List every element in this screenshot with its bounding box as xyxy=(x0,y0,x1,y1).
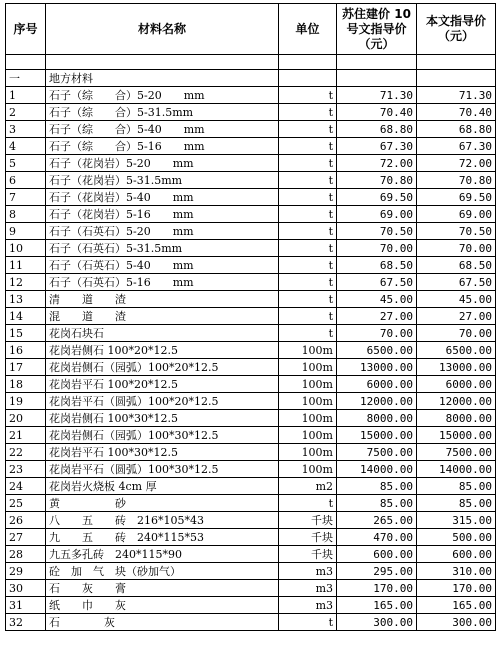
row-price-ref: 6000.00 xyxy=(337,376,417,393)
row-price-ref: 68.50 xyxy=(337,257,417,274)
table-row xyxy=(6,155,496,172)
row-seq: 16 xyxy=(6,342,46,359)
section-row xyxy=(6,70,496,87)
header-price-this: 本文指导价（元） xyxy=(417,4,496,55)
row-material-name: 花岗岩平石（圆弧）100*30*12.5 xyxy=(46,461,279,478)
row-price-this: 70.00 xyxy=(417,325,496,342)
row-price-this: 6000.00 xyxy=(417,376,496,393)
row-price-ref: 600.00 xyxy=(337,546,417,563)
row-price-this: 67.30 xyxy=(417,138,496,155)
table-row xyxy=(6,342,496,359)
row-price-ref: 300.00 xyxy=(337,614,417,631)
row-unit: t xyxy=(279,189,337,206)
section-seq: 一 xyxy=(6,70,46,87)
row-price-ref: 295.00 xyxy=(337,563,417,580)
row-material-name: 石子（花岗岩）5-40 mm xyxy=(46,189,279,206)
row-seq: 5 xyxy=(6,155,46,172)
row-unit: t xyxy=(279,155,337,172)
row-material-name: 石子（花岗岩）5-31.5mm xyxy=(46,172,279,189)
row-seq: 29 xyxy=(6,563,46,580)
row-material-name: 花岗岩平石（圆弧）100*20*12.5 xyxy=(46,393,279,410)
row-seq: 19 xyxy=(6,393,46,410)
table-row xyxy=(6,495,496,512)
table-row xyxy=(6,325,496,342)
row-material-name: 混 道 渣 xyxy=(46,308,279,325)
row-unit: 100m xyxy=(279,461,337,478)
row-price-this: 8000.00 xyxy=(417,410,496,427)
blank-cell xyxy=(279,55,337,70)
table-row xyxy=(6,478,496,495)
row-seq: 3 xyxy=(6,121,46,138)
table-row xyxy=(6,172,496,189)
row-price-ref: 12000.00 xyxy=(337,393,417,410)
row-unit: t xyxy=(279,274,337,291)
row-price-ref: 70.80 xyxy=(337,172,417,189)
row-unit: t xyxy=(279,138,337,155)
blank-cell xyxy=(417,55,496,70)
table-row xyxy=(6,308,496,325)
row-unit: t xyxy=(279,240,337,257)
row-price-ref: 8000.00 xyxy=(337,410,417,427)
row-material-name: 花岗岩火烧板 4cm 厚 xyxy=(46,478,279,495)
row-price-this: 69.00 xyxy=(417,206,496,223)
row-material-name: 石 灰 膏 xyxy=(46,580,279,597)
row-price-ref: 15000.00 xyxy=(337,427,417,444)
row-seq: 14 xyxy=(6,308,46,325)
row-unit: t xyxy=(279,206,337,223)
row-seq: 10 xyxy=(6,240,46,257)
row-unit: m3 xyxy=(279,597,337,614)
row-price-this: 71.30 xyxy=(417,87,496,104)
row-price-ref: 70.00 xyxy=(337,240,417,257)
row-seq: 22 xyxy=(6,444,46,461)
row-material-name: 花岗岩侧石 100*30*12.5 xyxy=(46,410,279,427)
table-row xyxy=(6,257,496,274)
table-row xyxy=(6,87,496,104)
row-seq: 31 xyxy=(6,597,46,614)
row-price-ref: 165.00 xyxy=(337,597,417,614)
row-price-this: 7500.00 xyxy=(417,444,496,461)
row-unit: 100m xyxy=(279,342,337,359)
row-material-name: 砼 加 气 块（砂加气） xyxy=(46,563,279,580)
row-seq: 9 xyxy=(6,223,46,240)
row-material-name: 花岗石块石 xyxy=(46,325,279,342)
row-price-this: 85.00 xyxy=(417,478,496,495)
row-material-name: 纸 巾 灰 xyxy=(46,597,279,614)
row-price-ref: 72.00 xyxy=(337,155,417,172)
row-unit: t xyxy=(279,495,337,512)
row-price-this: 69.50 xyxy=(417,189,496,206)
row-price-this: 165.00 xyxy=(417,597,496,614)
row-seq: 32 xyxy=(6,614,46,631)
blank-cell xyxy=(46,55,279,70)
row-price-this: 70.00 xyxy=(417,240,496,257)
row-price-this: 70.80 xyxy=(417,172,496,189)
row-unit: t xyxy=(279,325,337,342)
row-price-ref: 13000.00 xyxy=(337,359,417,376)
row-price-this: 27.00 xyxy=(417,308,496,325)
row-price-this: 68.50 xyxy=(417,257,496,274)
row-price-ref: 7500.00 xyxy=(337,444,417,461)
table-row xyxy=(6,121,496,138)
row-seq: 13 xyxy=(6,291,46,308)
row-price-ref: 70.50 xyxy=(337,223,417,240)
table-row xyxy=(6,597,496,614)
row-unit: 100m xyxy=(279,444,337,461)
row-price-this: 315.00 xyxy=(417,512,496,529)
row-price-this: 600.00 xyxy=(417,546,496,563)
row-price-ref: 85.00 xyxy=(337,478,417,495)
row-unit: t xyxy=(279,121,337,138)
table-row xyxy=(6,223,496,240)
blank-cell xyxy=(337,55,417,70)
row-material-name: 石子（石英石）5-31.5mm xyxy=(46,240,279,257)
table-row xyxy=(6,240,496,257)
table-row xyxy=(6,410,496,427)
header-unit: 单位 xyxy=(279,4,337,55)
row-price-ref: 14000.00 xyxy=(337,461,417,478)
row-seq: 2 xyxy=(6,104,46,121)
row-unit: 100m xyxy=(279,427,337,444)
row-unit: 100m xyxy=(279,359,337,376)
row-price-this: 70.40 xyxy=(417,104,496,121)
price-table xyxy=(5,3,496,631)
row-material-name: 石子（综 合）5-40 mm xyxy=(46,121,279,138)
row-seq: 18 xyxy=(6,376,46,393)
row-seq: 4 xyxy=(6,138,46,155)
row-price-this: 14000.00 xyxy=(417,461,496,478)
row-seq: 15 xyxy=(6,325,46,342)
row-price-this: 12000.00 xyxy=(417,393,496,410)
row-material-name: 清 道 渣 xyxy=(46,291,279,308)
table-row xyxy=(6,563,496,580)
row-material-name: 花岗岩侧石 100*20*12.5 xyxy=(46,342,279,359)
table-row xyxy=(6,427,496,444)
row-unit: m2 xyxy=(279,478,337,495)
row-price-this: 45.00 xyxy=(417,291,496,308)
row-material-name: 黄 砂 xyxy=(46,495,279,512)
row-seq: 12 xyxy=(6,274,46,291)
blank-cell xyxy=(6,55,46,70)
row-price-this: 13000.00 xyxy=(417,359,496,376)
row-material-name: 九五多孔砖 240*115*90 xyxy=(46,546,279,563)
row-price-this: 15000.00 xyxy=(417,427,496,444)
row-unit: t xyxy=(279,104,337,121)
row-price-ref: 265.00 xyxy=(337,512,417,529)
row-price-ref: 69.00 xyxy=(337,206,417,223)
row-price-ref: 470.00 xyxy=(337,529,417,546)
row-seq: 11 xyxy=(6,257,46,274)
table-row xyxy=(6,614,496,631)
row-seq: 30 xyxy=(6,580,46,597)
row-unit: 千块 xyxy=(279,512,337,529)
row-price-ref: 69.50 xyxy=(337,189,417,206)
section-name: 地方材料 xyxy=(46,70,279,87)
row-price-this: 72.00 xyxy=(417,155,496,172)
row-material-name: 石子（花岗岩）5-16 mm xyxy=(46,206,279,223)
row-price-ref: 70.00 xyxy=(337,325,417,342)
row-material-name: 石子（石英石）5-40 mm xyxy=(46,257,279,274)
row-unit: t xyxy=(279,172,337,189)
row-unit: t xyxy=(279,257,337,274)
table-row xyxy=(6,461,496,478)
row-price-ref: 67.30 xyxy=(337,138,417,155)
row-unit: m3 xyxy=(279,580,337,597)
row-unit: 100m xyxy=(279,393,337,410)
table-row xyxy=(6,359,496,376)
row-seq: 23 xyxy=(6,461,46,478)
blank-row xyxy=(6,55,496,70)
table-row xyxy=(6,529,496,546)
table-row xyxy=(6,376,496,393)
header-price-ref: 苏住建价 10 号文指导价（元） xyxy=(337,4,417,55)
row-seq: 27 xyxy=(6,529,46,546)
row-unit: 100m xyxy=(279,410,337,427)
table-row xyxy=(6,444,496,461)
row-price-ref: 85.00 xyxy=(337,495,417,512)
row-price-this: 170.00 xyxy=(417,580,496,597)
row-material-name: 花岗岩平石 100*30*12.5 xyxy=(46,444,279,461)
row-material-name: 石子（综 合）5-16 mm xyxy=(46,138,279,155)
row-unit: t xyxy=(279,87,337,104)
row-material-name: 石子（花岗岩）5-20 mm xyxy=(46,155,279,172)
row-seq: 28 xyxy=(6,546,46,563)
row-material-name: 石子（石英石）5-16 mm xyxy=(46,274,279,291)
row-material-name: 九 五 砖 240*115*53 xyxy=(46,529,279,546)
table-row xyxy=(6,206,496,223)
row-unit: t xyxy=(279,614,337,631)
row-price-ref: 71.30 xyxy=(337,87,417,104)
table-row xyxy=(6,274,496,291)
blank-cell xyxy=(279,70,337,87)
row-unit: 千块 xyxy=(279,546,337,563)
row-material-name: 石子（石英石）5-20 mm xyxy=(46,223,279,240)
row-seq: 17 xyxy=(6,359,46,376)
header-name: 材料名称 xyxy=(46,4,279,55)
table-row xyxy=(6,291,496,308)
table-row xyxy=(6,138,496,155)
row-seq: 24 xyxy=(6,478,46,495)
row-price-ref: 68.80 xyxy=(337,121,417,138)
row-seq: 8 xyxy=(6,206,46,223)
row-price-this: 300.00 xyxy=(417,614,496,631)
row-material-name: 石 灰 xyxy=(46,614,279,631)
row-seq: 6 xyxy=(6,172,46,189)
row-unit: 千块 xyxy=(279,529,337,546)
row-price-this: 310.00 xyxy=(417,563,496,580)
blank-cell xyxy=(417,70,496,87)
row-price-ref: 70.40 xyxy=(337,104,417,121)
row-seq: 20 xyxy=(6,410,46,427)
table-row xyxy=(6,104,496,121)
blank-cell xyxy=(337,70,417,87)
row-material-name: 八 五 砖 216*105*43 xyxy=(46,512,279,529)
row-seq: 25 xyxy=(6,495,46,512)
row-price-this: 6500.00 xyxy=(417,342,496,359)
row-unit: t xyxy=(279,291,337,308)
row-price-this: 70.50 xyxy=(417,223,496,240)
table-row xyxy=(6,512,496,529)
row-material-name: 花岗岩平石 100*20*12.5 xyxy=(46,376,279,393)
row-price-ref: 67.50 xyxy=(337,274,417,291)
header-row xyxy=(6,4,496,55)
row-seq: 26 xyxy=(6,512,46,529)
row-price-ref: 27.00 xyxy=(337,308,417,325)
table-row xyxy=(6,189,496,206)
row-seq: 21 xyxy=(6,427,46,444)
row-price-ref: 6500.00 xyxy=(337,342,417,359)
row-unit: t xyxy=(279,223,337,240)
row-seq: 1 xyxy=(6,87,46,104)
row-material-name: 花岗岩侧石（园弧）100*30*12.5 xyxy=(46,427,279,444)
table-row xyxy=(6,580,496,597)
row-price-ref: 45.00 xyxy=(337,291,417,308)
row-unit: 100m xyxy=(279,376,337,393)
header-seq: 序号 xyxy=(6,4,46,55)
row-price-this: 500.00 xyxy=(417,529,496,546)
row-material-name: 石子（综 合）5-31.5mm xyxy=(46,104,279,121)
row-unit: m3 xyxy=(279,563,337,580)
row-seq: 7 xyxy=(6,189,46,206)
row-material-name: 石子（综 合）5-20 mm xyxy=(46,87,279,104)
row-price-this: 67.50 xyxy=(417,274,496,291)
row-price-this: 85.00 xyxy=(417,495,496,512)
row-unit: t xyxy=(279,308,337,325)
table-row xyxy=(6,393,496,410)
row-price-this: 68.80 xyxy=(417,121,496,138)
row-material-name: 花岗岩侧石（园弧）100*20*12.5 xyxy=(46,359,279,376)
table-row xyxy=(6,546,496,563)
row-price-ref: 170.00 xyxy=(337,580,417,597)
